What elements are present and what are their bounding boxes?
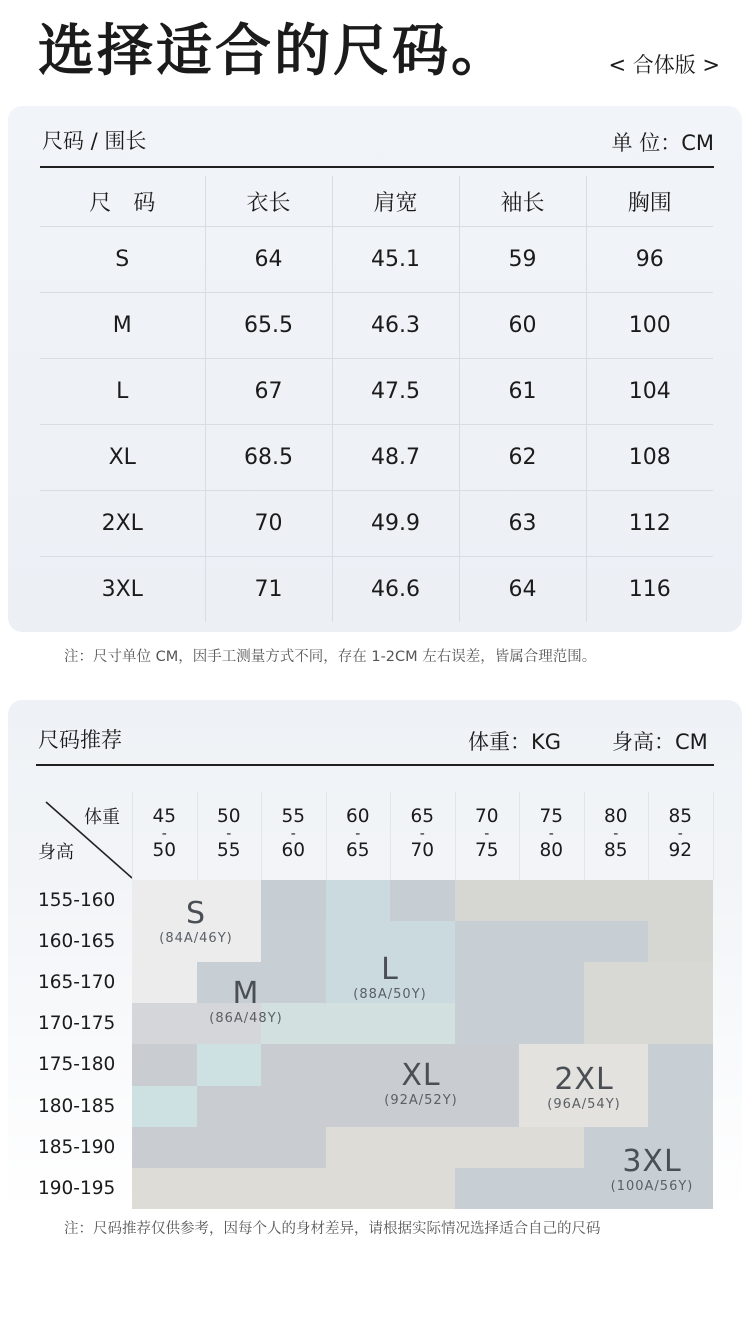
weight-range-bottom: 70 — [410, 840, 435, 861]
zone-2xl — [532, 1063, 636, 1113]
grid-cell — [648, 962, 713, 1004]
weight-range-dash: - — [484, 826, 490, 842]
column-divider — [713, 792, 714, 880]
grid-cell — [648, 880, 713, 922]
size-table-unit: 单 位：CM — [611, 131, 714, 155]
table-cell: 65.5 — [205, 293, 332, 359]
grid-cell — [390, 1127, 455, 1169]
size-table-rule — [40, 166, 714, 168]
grid-cell — [519, 1168, 584, 1210]
grid-cell — [519, 1127, 584, 1169]
weight-range-dash: - — [290, 826, 296, 842]
column-divider — [261, 792, 262, 880]
grid-cell — [455, 1127, 520, 1169]
weight-range-bottom: 85 — [603, 840, 628, 861]
zone-size: XL — [401, 1058, 441, 1093]
zone-l — [340, 953, 440, 1003]
column-header: 衣长 — [205, 176, 332, 227]
grid-cell — [197, 1086, 262, 1128]
size-table-heading: 尺码 / 围长 — [42, 129, 147, 153]
grid-cell — [390, 1168, 455, 1210]
table-cell: 108 — [586, 425, 713, 491]
weight-range-top: 50 — [216, 806, 241, 827]
grid-cell — [648, 1044, 713, 1086]
grid-cell — [197, 1127, 262, 1169]
grid-cell — [390, 880, 455, 922]
zone-size: S — [185, 896, 207, 931]
weight-unit: 体重：KG — [468, 730, 562, 754]
grid-cell — [648, 1003, 713, 1045]
height-unit: 身高：CM — [612, 730, 708, 754]
weight-range-top: 55 — [281, 806, 306, 827]
weight-range-dash: - — [677, 826, 683, 842]
table-cell: 59 — [459, 227, 586, 293]
table-cell: 112 — [586, 491, 713, 557]
grid-cell — [584, 921, 649, 963]
grid-cell — [648, 921, 713, 963]
table-cell: 64 — [205, 227, 332, 293]
table-cell: M — [40, 293, 205, 359]
table-cell: 2XL — [40, 491, 205, 557]
weight-range-header — [455, 806, 520, 862]
table-cell: 45.1 — [332, 227, 459, 293]
column-divider — [390, 792, 391, 880]
weight-range-top: 85 — [668, 806, 693, 827]
table-cell: 70 — [205, 491, 332, 557]
weight-range-dash: - — [355, 826, 361, 842]
weight-range-bottom: 65 — [345, 840, 370, 861]
grid-cell — [519, 921, 584, 963]
grid-cell — [132, 1127, 197, 1169]
weight-range-top: 70 — [474, 806, 499, 827]
grid-cell — [261, 1168, 326, 1210]
grid-cell — [326, 1168, 391, 1210]
weight-range-header — [584, 806, 649, 862]
weight-range-bottom: 80 — [539, 840, 564, 861]
column-divider — [326, 792, 327, 880]
grid-cell — [455, 1003, 520, 1045]
grid-cell — [455, 1168, 520, 1210]
column-header: 袖长 — [459, 176, 586, 227]
weight-range-top: 80 — [603, 806, 628, 827]
table-cell: 100 — [586, 293, 713, 359]
grid-cell — [261, 1044, 326, 1086]
zone-size: L — [381, 952, 399, 987]
height-range-label: 160-165 — [38, 931, 116, 953]
grid-cell — [132, 1044, 197, 1086]
zone-spec: (88A/50Y) — [353, 987, 427, 1002]
weight-range-bottom: 75 — [474, 840, 499, 861]
grid-cell — [648, 1086, 713, 1128]
table-row — [40, 425, 713, 491]
grid-cell — [261, 880, 326, 922]
table-cell: 104 — [586, 359, 713, 425]
table-cell: 96 — [586, 227, 713, 293]
grid-cell — [326, 1127, 391, 1169]
recommend-note: 注：尺码推荐仅供参考，因每个人的身材差异，请根据实际情况选择适合自己的尺码 — [64, 1221, 601, 1237]
zone-spec: (86A/48Y) — [209, 1011, 283, 1026]
size-table-note: 注：尺寸单位 CM，因手工测量方式不同，存在 1-2CM 左右误差，皆属合理范围。 — [64, 649, 597, 665]
zone-spec: (92A/52Y) — [384, 1093, 458, 1108]
table-cell: 48.7 — [332, 425, 459, 491]
height-range-label: 155-160 — [38, 890, 116, 911]
weight-range-top: 60 — [345, 806, 370, 827]
column-header: 肩宽 — [332, 176, 459, 227]
table-cell: XL — [40, 425, 205, 491]
grid-cell — [519, 1003, 584, 1045]
table-row — [40, 491, 713, 557]
table-cell: 68.5 — [205, 425, 332, 491]
weight-range-dash: - — [226, 826, 232, 842]
recommend-rule — [36, 764, 714, 766]
grid-cell — [326, 1003, 391, 1045]
table-row — [40, 359, 713, 425]
column-divider — [132, 792, 133, 880]
table-cell: 49.9 — [332, 491, 459, 557]
grid-cell — [132, 1168, 197, 1210]
zone-m — [176, 977, 316, 1027]
weight-range-dash: - — [419, 826, 425, 842]
weight-range-top: 65 — [410, 806, 435, 827]
column-header: 尺 码 — [40, 176, 205, 227]
weight-range-header — [326, 806, 391, 862]
grid-cell — [261, 1086, 326, 1128]
weight-range-header — [390, 806, 455, 862]
height-range-label: 190-195 — [38, 1177, 116, 1199]
page-title: 选择适合的尺码。 — [38, 19, 510, 84]
grid-cell — [584, 880, 649, 922]
weight-range-header — [132, 806, 197, 862]
weight-range-top: 45 — [152, 806, 177, 827]
weight-range-top: 75 — [539, 806, 564, 827]
zone-size: M — [232, 976, 260, 1011]
grid-cell — [261, 921, 326, 963]
weight-range-header — [197, 806, 262, 862]
table-cell: 46.3 — [332, 293, 459, 359]
corner-height-label: 身高 — [38, 842, 74, 863]
zone-size: 3XL — [622, 1144, 682, 1179]
zone-s — [145, 897, 247, 947]
zone-spec: (100A/56Y) — [610, 1179, 694, 1194]
zone-3xl — [598, 1145, 706, 1195]
corner-weight-label: 体重 — [84, 807, 120, 828]
weight-range-bottom: 92 — [668, 840, 693, 861]
table-cell: 116 — [586, 557, 713, 623]
grid-cell — [390, 1003, 455, 1045]
table-cell: 47.5 — [332, 359, 459, 425]
column-divider — [455, 792, 456, 880]
table-cell: 63 — [459, 491, 586, 557]
fit-type-label: < 合体版 > — [608, 53, 720, 77]
grid-cell — [197, 1044, 262, 1086]
grid-cell — [455, 921, 520, 963]
table-cell: 61 — [459, 359, 586, 425]
table-cell: 71 — [205, 557, 332, 623]
weight-range-bottom: 55 — [216, 840, 241, 861]
column-divider — [648, 792, 649, 880]
table-cell: 60 — [459, 293, 586, 359]
height-range-label: 175-180 — [38, 1054, 116, 1076]
weight-range-bottom: 50 — [152, 840, 177, 861]
grid-cell — [584, 1003, 649, 1045]
weight-range-header — [648, 806, 713, 862]
zone-size: 2XL — [554, 1062, 614, 1097]
size-table — [40, 176, 713, 622]
table-row — [40, 293, 713, 359]
table-cell: 3XL — [101, 577, 143, 602]
recommend-heading: 尺码推荐 — [38, 728, 122, 752]
weight-range-dash: - — [161, 826, 167, 842]
zone-spec: (84A/46Y) — [159, 931, 233, 946]
grid-cell — [584, 962, 649, 1004]
height-range-label: 170-175 — [38, 1013, 116, 1035]
table-cell: 46.6 — [332, 557, 459, 623]
grid-cell — [326, 880, 391, 922]
grid-cell — [519, 880, 584, 922]
weight-range-header — [519, 806, 584, 862]
grid-cell — [261, 1127, 326, 1169]
column-divider — [197, 792, 198, 880]
zone-xl — [370, 1059, 472, 1109]
grid-cell — [455, 962, 520, 1004]
table-cell: 62 — [459, 425, 586, 491]
grid-cell — [197, 1168, 262, 1210]
weight-range-header — [261, 806, 326, 862]
height-range-label: 185-190 — [38, 1136, 116, 1158]
table-row — [40, 557, 713, 623]
height-range-label: 165-170 — [38, 972, 116, 994]
zone-spec: (96A/54Y) — [547, 1097, 621, 1112]
table-cell: L — [40, 359, 205, 425]
table-header-row — [40, 176, 713, 227]
weight-range-bottom: 60 — [281, 840, 306, 861]
weight-range-dash: - — [613, 826, 619, 842]
grid-cell — [519, 962, 584, 1004]
column-divider — [519, 792, 520, 880]
table-cell: 67 — [205, 359, 332, 425]
grid-cell — [455, 880, 520, 922]
column-header: 胸围 — [586, 176, 713, 227]
table-row — [40, 227, 713, 293]
table-cell: 64 — [459, 557, 586, 623]
table-cell: S — [40, 227, 205, 293]
weight-range-dash: - — [548, 826, 554, 842]
column-divider — [584, 792, 585, 880]
grid-cell — [132, 1086, 197, 1128]
height-range-label: 180-185 — [38, 1095, 116, 1117]
